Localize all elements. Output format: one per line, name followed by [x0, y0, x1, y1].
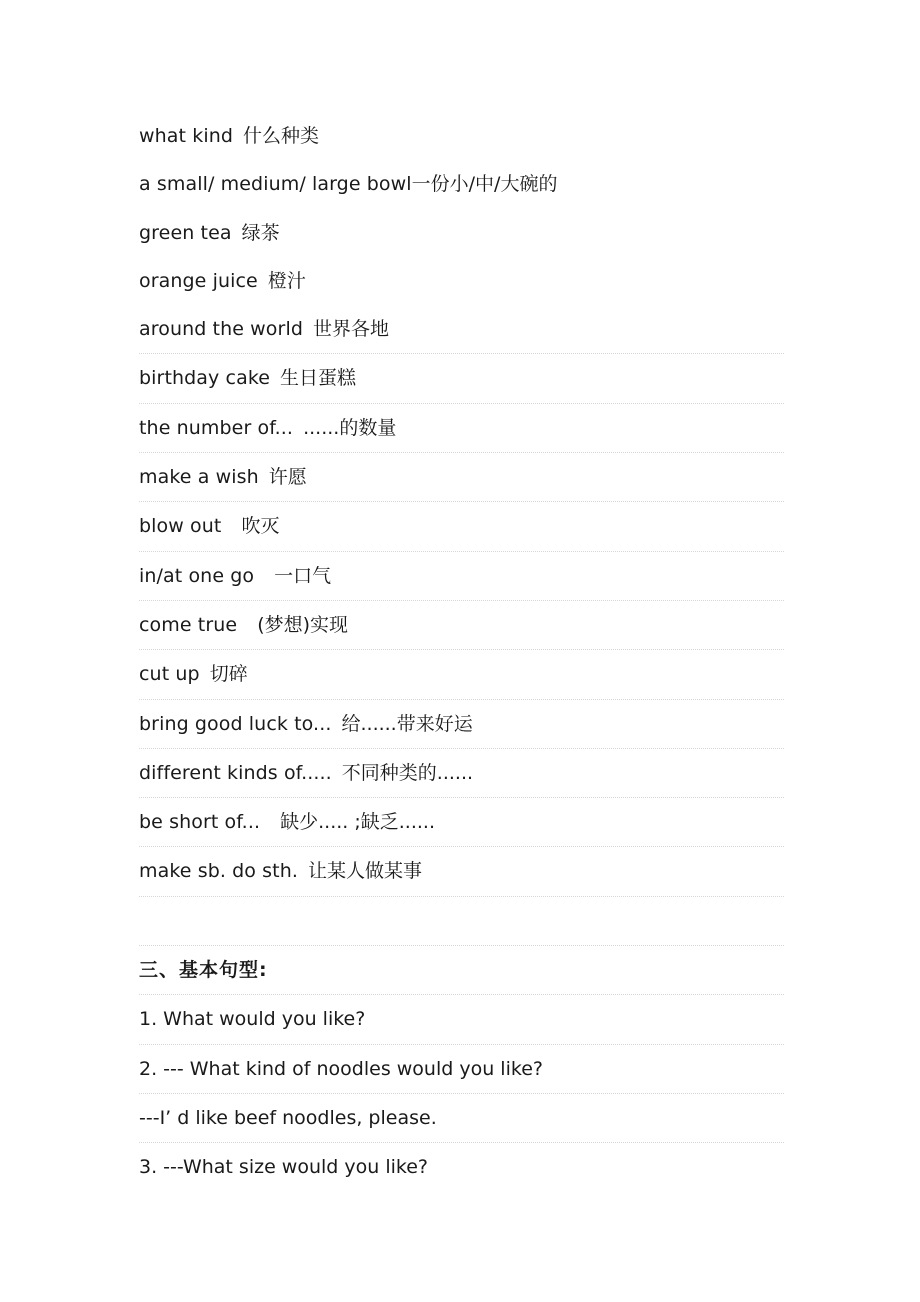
phrase-english: be short of... [139, 811, 261, 834]
phrase-chinese: 切碎 [209, 663, 248, 686]
phrase-line [139, 552, 784, 601]
section-heading: 三、基本句型: [139, 946, 784, 995]
phrase-chinese: ......的数量 [303, 416, 397, 439]
phrase-english: a small/ medium/ large bowl [139, 173, 412, 196]
phrase-chinese: 什么种类 [243, 125, 320, 147]
phrase-english: what kind [139, 125, 233, 147]
phrase-chinese: 让某人做某事 [308, 860, 423, 883]
phrase-chinese: 不同种类的...... [341, 761, 474, 784]
phrase-chinese: 吹灭 [241, 515, 280, 538]
phrase-english: bring good luck to... [139, 712, 332, 735]
phrase-line [139, 502, 784, 551]
phrase-chinese: 绿茶 [241, 221, 280, 244]
phrase-chinese: 许愿 [268, 466, 307, 489]
phrase-line [139, 749, 784, 798]
phrase-line [139, 305, 784, 354]
phrase-line [139, 209, 784, 257]
phrase-english: green tea [139, 221, 232, 244]
phrase-english: come true [139, 613, 238, 636]
phrase-english: blow out [139, 515, 222, 538]
phrase-line [139, 112, 784, 160]
phrase-english: in/at one go [139, 564, 255, 587]
sentence-line: 2. --- What kind of noodles would you like? [139, 1045, 784, 1094]
phrase-chinese: 橙汁 [267, 269, 306, 292]
sentence-line: 3. ---What size would you like? [139, 1156, 428, 1179]
phrase-english: make sb. do sth. [139, 860, 298, 883]
phrase-english: the number of... [139, 416, 294, 439]
phrase-line [139, 798, 784, 847]
phrase-chinese: (梦想)实现 [257, 613, 349, 636]
phrase-english: cut up [139, 663, 200, 686]
phrase-chinese: 一份小/中/大碗的 [411, 173, 558, 196]
phrase-english: around the world [139, 318, 303, 341]
phrase-line [139, 650, 784, 699]
phrase-line [139, 847, 784, 896]
phrase-line [139, 453, 784, 502]
phrase-chinese: 缺少..... ;缺乏...... [280, 811, 435, 834]
phrase-line [139, 700, 784, 749]
phrase-line [139, 160, 784, 208]
sentence-line: 1. What would you like? [139, 995, 784, 1044]
phrase-line [139, 257, 784, 305]
blank-line [139, 897, 784, 946]
phrase-english: orange juice [139, 269, 258, 292]
phrase-chinese: 一口气 [274, 564, 332, 587]
sentence-line: ---I’ d like beef noodles, please. [139, 1094, 784, 1143]
phrase-chinese: 生日蛋糕 [280, 367, 357, 390]
phrase-english: make a wish [139, 466, 259, 489]
document-content [139, 112, 784, 1192]
phrase-line [139, 601, 784, 650]
phrase-english: different kinds of..... [139, 761, 332, 784]
phrase-chinese: 给......带来好运 [341, 712, 473, 735]
phrase-chinese: 世界各地 [312, 318, 389, 341]
phrase-line [139, 404, 784, 453]
phrase-line [139, 354, 784, 403]
phrase-english: birthday cake [139, 367, 271, 390]
